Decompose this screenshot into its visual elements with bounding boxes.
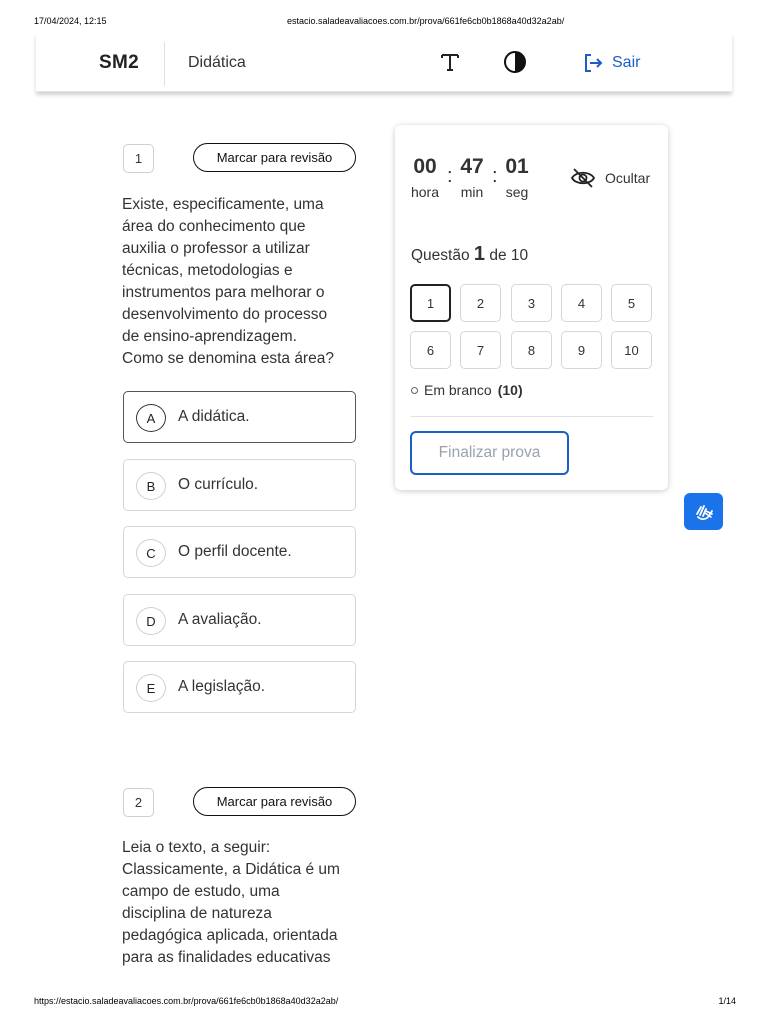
top-bar — [36, 34, 732, 92]
print-datetime: 17/04/2024, 12:15 — [34, 16, 107, 26]
nav-question-8[interactable]: 8 — [511, 331, 552, 369]
mark-review-button[interactable]: Marcar para revisão — [193, 143, 356, 172]
question-counter — [411, 243, 528, 266]
option-label: O perfil docente. — [178, 543, 292, 560]
timer-hours-label: hora — [410, 184, 440, 200]
blank-dot-icon — [411, 387, 418, 394]
nav-question-6[interactable]: 6 — [410, 331, 451, 369]
nav-question-5[interactable]: 5 — [611, 284, 652, 322]
timer-separator: : — [492, 165, 498, 187]
question-text-line: disciplina de natureza — [122, 905, 272, 922]
header-divider — [164, 42, 165, 86]
counter-prefix: Questão — [411, 247, 470, 264]
question-text — [122, 837, 358, 969]
question-text-line: auxilia o professor a utilizar — [122, 240, 310, 257]
timer-minutes: 47 — [460, 155, 484, 178]
hide-timer-label: Ocultar — [605, 170, 651, 186]
sign-language-button[interactable] — [684, 493, 723, 530]
blank-status — [411, 382, 523, 398]
answer-option-e[interactable] — [123, 661, 356, 713]
print-url: estacio.saladeavaliacoes.com.br/prova/661fe6cb0b1868a40d32a2ab/ — [287, 16, 565, 26]
logout-icon — [582, 52, 604, 74]
hide-timer-button[interactable] — [570, 165, 650, 191]
option-letter: C — [136, 539, 166, 567]
counter-middle: de — [489, 247, 507, 264]
nav-question-2[interactable]: 2 — [460, 284, 501, 322]
contrast-icon — [503, 50, 527, 74]
exam-panel — [395, 125, 668, 490]
question-text-line: técnicas, metodologias e — [122, 262, 293, 279]
print-footer-url: https://estacio.saladeavaliacoes.com.br/prova/661fe6cb0b1868a40d32a2ab/ — [34, 996, 339, 1006]
print-header — [0, 16, 768, 30]
counter-current: 1 — [473, 243, 486, 265]
answer-option-b[interactable] — [123, 459, 356, 511]
question-text-line: pedagógica aplicada, orientada — [122, 927, 338, 944]
panel-divider — [411, 416, 653, 417]
nav-question-4[interactable]: 4 — [561, 284, 602, 322]
print-footer — [0, 996, 768, 1010]
nav-question-9[interactable]: 9 — [561, 331, 602, 369]
eye-off-icon — [570, 166, 596, 190]
option-letter: D — [136, 607, 166, 635]
print-page-number: 1/14 — [718, 996, 736, 1006]
question-text-line: Classicamente, a Didática é um — [122, 861, 340, 878]
question-text-line: Leia o texto, a seguir: — [122, 839, 271, 856]
question-text-line: Como se denomina esta área? — [122, 350, 334, 367]
exit-button[interactable] — [582, 49, 640, 77]
question-text-line: para as finalidades educativas — [122, 949, 331, 966]
answer-option-d[interactable] — [123, 594, 356, 646]
exit-label: Sair — [612, 54, 641, 71]
nav-question-10[interactable]: 10 — [611, 331, 652, 369]
sign-language-icon — [692, 500, 716, 524]
blank-label: Em branco — [424, 382, 492, 398]
timer-minutes-label: min — [460, 184, 484, 200]
question-text-line: Existe, especificamente, uma — [122, 196, 324, 213]
option-letter: E — [136, 674, 166, 702]
finish-exam-button[interactable]: Finalizar prova — [410, 431, 569, 475]
question-text-line: de ensino-aprendizagem. — [122, 328, 297, 345]
course-title: Didática — [188, 54, 246, 71]
option-letter: B — [136, 472, 166, 500]
question-text-line: área do conhecimento que — [122, 218, 306, 235]
answer-option-a[interactable] — [123, 391, 356, 443]
question-number: 1 — [123, 144, 154, 173]
option-letter: A — [136, 404, 166, 432]
question-text-line: instrumentos para melhorar o — [122, 284, 325, 301]
option-label: O currículo. — [178, 476, 259, 493]
option-label: A legislação. — [178, 678, 266, 695]
question-text-line: desenvolvimento do processo — [122, 306, 328, 323]
question-text — [122, 194, 358, 370]
timer-seconds-label: seg — [505, 184, 529, 200]
contrast-button[interactable] — [501, 48, 529, 76]
timer-seconds: 01 — [505, 155, 529, 178]
option-label: A avaliação. — [178, 611, 262, 628]
question-text-line: campo de estudo, uma — [122, 883, 280, 900]
option-label: A didática. — [178, 408, 250, 425]
font-size-button[interactable] — [436, 48, 464, 76]
answer-option-c[interactable] — [123, 526, 356, 578]
text-size-icon — [439, 51, 461, 73]
brand-logo: SM2 — [99, 52, 139, 73]
counter-total: 10 — [510, 247, 529, 264]
blank-count: (10) — [497, 382, 523, 398]
nav-question-3[interactable]: 3 — [511, 284, 552, 322]
mark-review-button[interactable]: Marcar para revisão — [193, 787, 356, 816]
question-number: 2 — [123, 788, 154, 817]
timer-hours: 00 — [413, 155, 437, 178]
timer-separator: : — [447, 165, 453, 187]
nav-question-7[interactable]: 7 — [460, 331, 501, 369]
nav-question-1[interactable]: 1 — [410, 284, 451, 322]
